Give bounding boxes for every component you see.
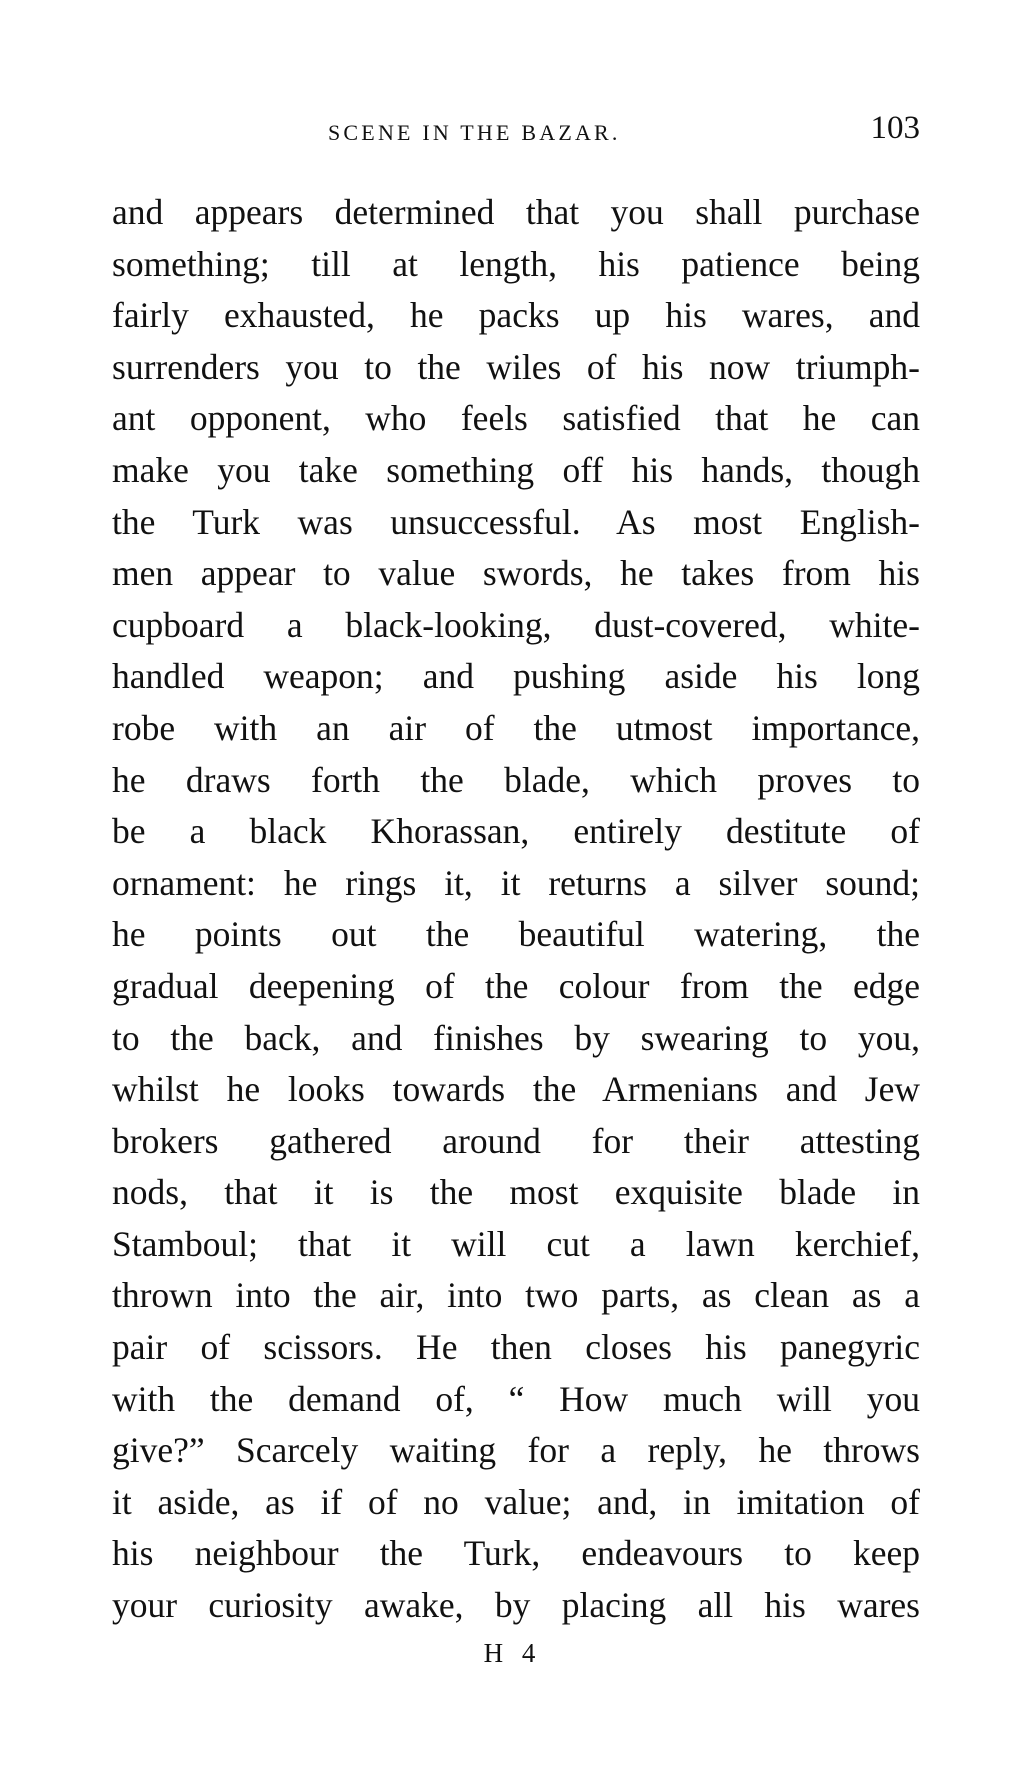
page-header bbox=[112, 110, 920, 160]
running-head: SCENE IN THE BAZAR. bbox=[328, 120, 621, 145]
text-line: robe with an air of the utmost importance, bbox=[112, 707, 920, 748]
signature-mark: H 4 bbox=[483, 1638, 542, 1668]
text-line: whilst he looks towards the Armenians and Jew bbox=[112, 1069, 920, 1110]
text-line: it aside, as if of no value; and, in imitation of bbox=[112, 1481, 920, 1522]
text-line: something; till at length, his patience being bbox=[112, 243, 920, 284]
text-line: your curiosity awake, by placing all his wares bbox=[112, 1585, 920, 1626]
text-line: he draws forth the blade, which proves to bbox=[112, 759, 920, 800]
text-line: make you take something off his hands, though bbox=[112, 449, 920, 490]
text-line: with the demand of, “ How much will you bbox=[112, 1378, 920, 1419]
text-line: he points out the beautiful watering, the bbox=[112, 914, 920, 955]
text-line: give?” Scarcely waiting for a reply, he throws bbox=[112, 1430, 920, 1471]
text-line: his neighbour the Turk, endeavours to keep bbox=[112, 1533, 920, 1574]
text-line: brokers gathered around for their attesting bbox=[112, 1120, 920, 1161]
text-line: gradual deepening of the colour from the edge bbox=[112, 965, 920, 1006]
text-line: to the back, and finishes by swearing to you, bbox=[112, 1017, 920, 1058]
text-line: ornament: he rings it, it returns a silver sound; bbox=[112, 862, 920, 903]
text-line: cupboard a black-looking, dust-covered, white- bbox=[112, 604, 920, 645]
text-line: and appears determined that you shall purchase bbox=[112, 192, 920, 232]
text-line: thrown into the air, into two parts, as clean as a bbox=[112, 1275, 920, 1316]
page-number: 103 bbox=[870, 110, 920, 146]
text-line: fairly exhausted, he packs up his wares, and bbox=[112, 295, 920, 336]
text-line: men appear to value swords, he takes from his bbox=[112, 553, 920, 594]
text-line: Stamboul; that it will cut a lawn kerchief, bbox=[112, 1223, 920, 1264]
text-line: surrenders you to the wiles of his now triumph- bbox=[112, 346, 920, 387]
text-line: nods, that it is the most exquisite blade in bbox=[112, 1172, 920, 1213]
body-text bbox=[112, 187, 920, 1632]
text-line: the Turk was unsuccessful. As most English- bbox=[112, 501, 920, 542]
text-line: be a black Khorassan, entirely destitute of bbox=[112, 811, 920, 852]
text-line: pair of scissors. He then closes his panegyric bbox=[112, 1327, 920, 1368]
text-line: handled weapon; and pushing aside his long bbox=[112, 656, 920, 697]
text-line: ant opponent, who feels satisfied that he can bbox=[112, 398, 920, 439]
